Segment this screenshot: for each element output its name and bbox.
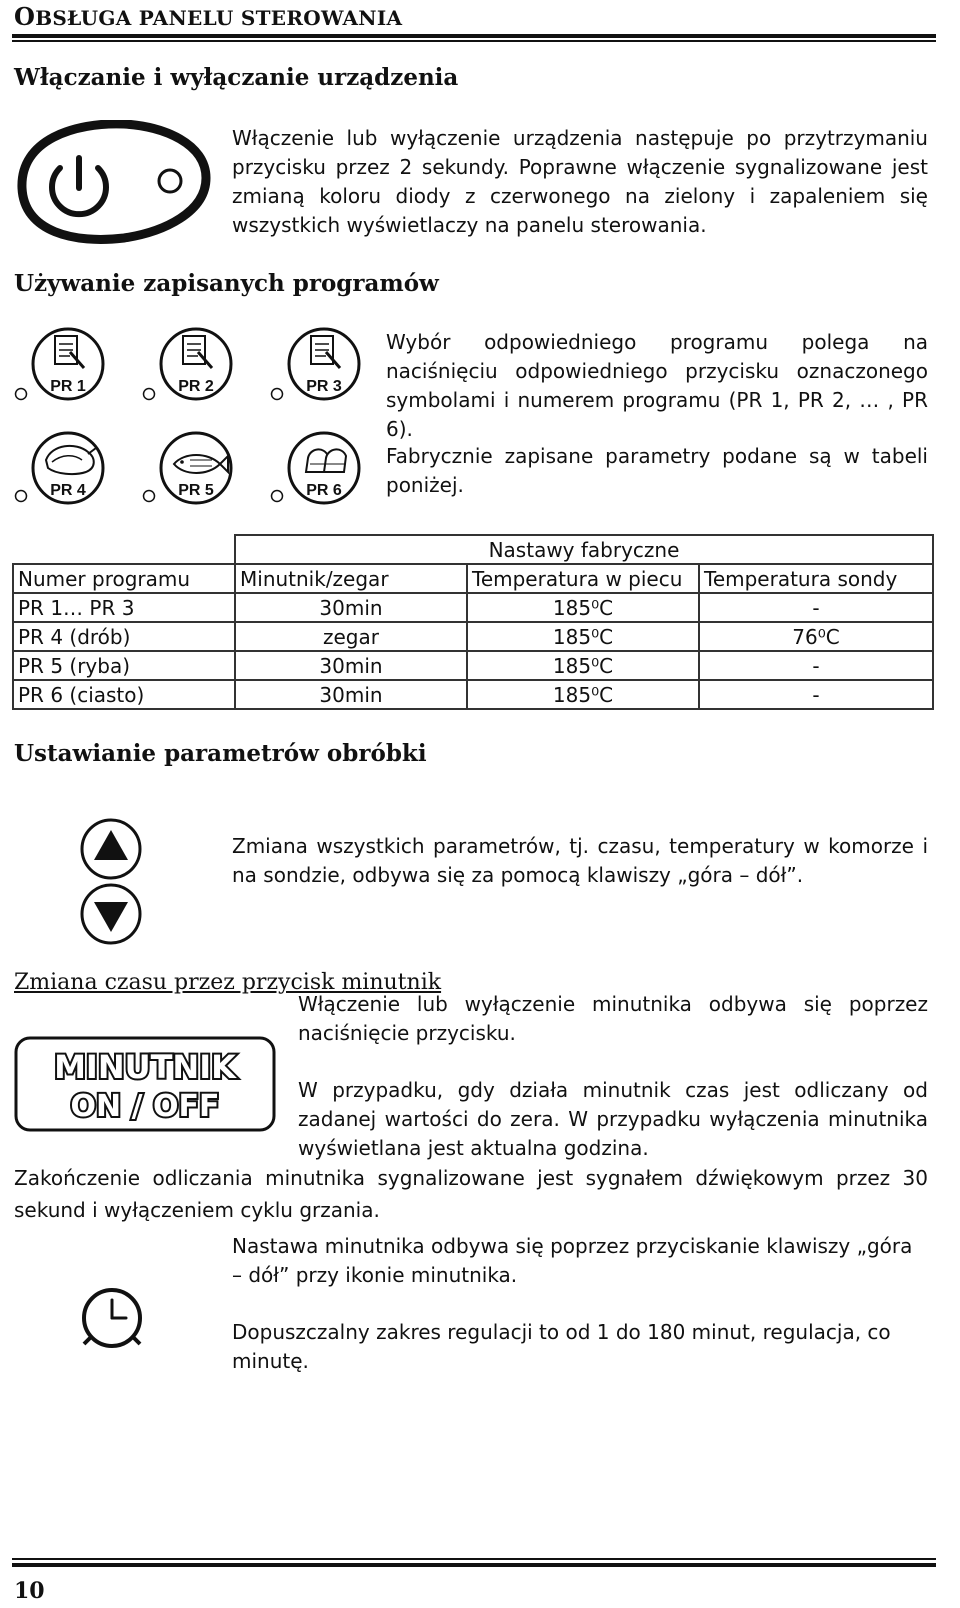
program-button-pr2[interactable] xyxy=(144,329,232,400)
table-cell: 76⁰C xyxy=(699,622,933,651)
page-header-title: OBSŁUGA PANELU STEROWANIA xyxy=(14,2,403,31)
up-arrow-button[interactable] xyxy=(82,820,140,878)
table-group-header: Nastawy fabryczne xyxy=(235,535,933,564)
program-label-pr4: PR 4 xyxy=(50,482,86,499)
table-group-header-row xyxy=(13,535,933,564)
table-cell: 185⁰C xyxy=(467,680,699,709)
program-button-pr1[interactable] xyxy=(16,329,104,400)
table-row xyxy=(13,651,933,680)
section-timer-text5: Dopuszczalny zakres regulacji to od 1 do 180 minut, regulacja, co minutę. xyxy=(232,1320,891,1373)
section-heading-parameters: Ustawianie parametrów obróbki xyxy=(14,740,427,767)
table-cell: PR 6 (ciasto) xyxy=(13,680,235,709)
section-heading-power: Włączanie i wyłączanie urządzenia xyxy=(14,64,459,91)
section-power-text: Włączenie lub wyłączenie urządzenia następuje po przytrzymaniu przycisku przez 2 sekundy. Poprawne włączenie sygnalizowane jest zmianą koloru diody z czerwonego na zielony i zapaleniem się wszystkich wyświetlaczy na panelu sterowania. xyxy=(232,126,928,237)
program-label-pr5: PR 5 xyxy=(178,482,214,499)
program-label-pr1: PR 1 xyxy=(50,378,86,395)
program-label-pr3: PR 3 xyxy=(306,378,342,395)
down-arrow-button[interactable] xyxy=(82,885,140,943)
table-cell: 30min xyxy=(235,680,467,709)
table-cell: PR 5 (ryba) xyxy=(13,651,235,680)
program-buttons-grid xyxy=(12,324,372,512)
table-column-header: Numer programu xyxy=(13,564,235,593)
timer-button-label: MINUTNIK xyxy=(54,1048,236,1086)
section-timer-text2: W przypadku, gdy działa minutnik czas jest odliczany od zadanej wartości do zera. W przypadku wyłączenia minutnika wyświetlana jest aktualna godzina. xyxy=(298,1078,928,1160)
table-row xyxy=(13,622,933,651)
table-row xyxy=(13,680,933,709)
table-cell: 185⁰C xyxy=(467,593,699,622)
table-cell: - xyxy=(699,680,933,709)
footer-rule xyxy=(12,1563,936,1567)
program-label-pr2: PR 2 xyxy=(178,378,214,395)
header-rule xyxy=(12,34,936,38)
table-cell: - xyxy=(699,593,933,622)
section-parameters-text: Zmiana wszystkich parametrów, tj. czasu, temperatury w komorze i na sondzie, odbywa się za pomocą klawiszy „góra – dół”. xyxy=(232,834,928,887)
header-rule-thin xyxy=(12,40,936,42)
section-programs-text1: Wybór odpowiedniego programu polega na naciśnięciu odpowiedniego przycisku oznaczonego symbolami i numerem programu (PR 1, PR 2, … , PR 6). xyxy=(386,330,928,441)
table-column-header: Minutnik/zegar xyxy=(235,564,467,593)
led-indicator xyxy=(159,170,181,192)
section-timer-text3: Zakończenie odliczania minutnika sygnalizowane jest sygnałem dźwiękowym przez 30 sekund i wyłączeniem cyklu grzania. xyxy=(14,1166,928,1222)
timer-onoff-button[interactable] xyxy=(14,1036,276,1132)
table-cell: 30min xyxy=(235,651,467,680)
cake-icon xyxy=(306,449,346,472)
table-cell: PR 1… PR 3 xyxy=(13,593,235,622)
table-column-header: Temperatura w piecu xyxy=(467,564,699,593)
table-cell: 30min xyxy=(235,593,467,622)
program-button-pr3[interactable] xyxy=(272,329,360,400)
table-cell: PR 4 (drób) xyxy=(13,622,235,651)
section-programs-text2: Fabrycznie zapisane parametry podane są w tabeli poniżej. xyxy=(386,444,928,497)
program-button-pr4[interactable] xyxy=(16,433,104,503)
section-timer-text1: Włączenie lub wyłączenie minutnika odbywa się poprzez naciśnięcie przycisku. xyxy=(298,992,928,1045)
footer-rule-thin xyxy=(12,1558,936,1560)
up-down-keys xyxy=(78,816,144,948)
table-cell: 185⁰C xyxy=(467,622,699,651)
program-label-pr6: PR 6 xyxy=(306,482,342,499)
section-heading-timer: Zmiana czasu przez przycisk minutnik xyxy=(14,970,442,995)
table-row xyxy=(13,593,933,622)
table-cell: - xyxy=(699,651,933,680)
timer-button-onoff: ON / OFF xyxy=(70,1089,220,1124)
power-button[interactable] xyxy=(14,120,214,244)
section-heading-programs: Używanie zapisanych programów xyxy=(14,270,439,297)
table-header-row xyxy=(13,564,933,593)
factory-settings-table xyxy=(12,534,934,710)
section-timer-text4: Nastawa minutnika odbywa się poprzez przyciskanie klawiszy „góra – dół” przy ikonie minutnika. xyxy=(232,1234,913,1287)
table-column-header: Temperatura sondy xyxy=(699,564,933,593)
table-cell: 185⁰C xyxy=(467,651,699,680)
table-cell: zegar xyxy=(235,622,467,651)
program-button-pr6[interactable] xyxy=(272,433,360,503)
program-button-pr5[interactable] xyxy=(144,433,232,503)
clock-icon xyxy=(80,1286,144,1350)
page-number: 10 xyxy=(14,1578,45,1604)
